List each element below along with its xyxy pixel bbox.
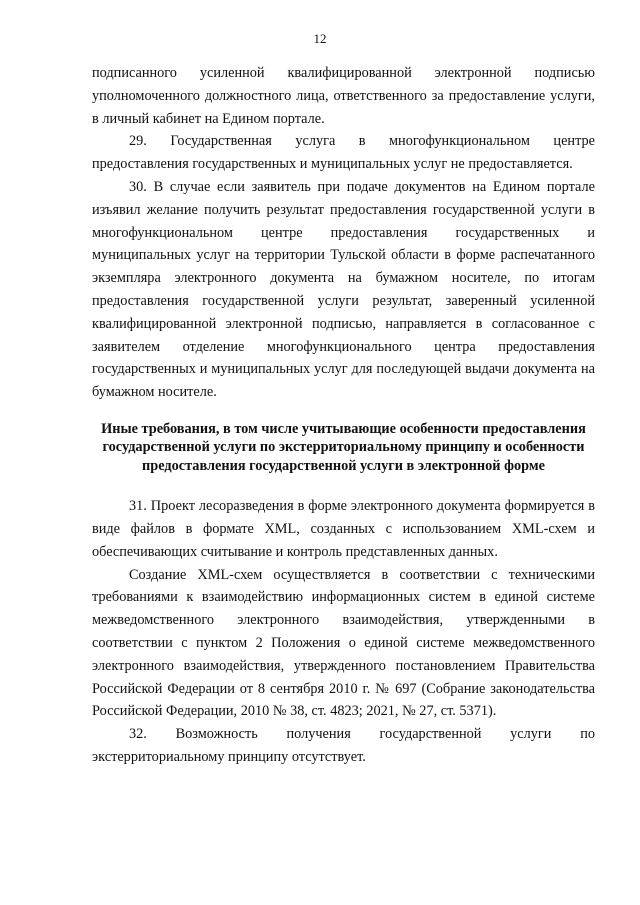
page-number: 12 — [313, 31, 327, 46]
paragraph-30: 30. В случае если заявитель при подаче документов на Едином портале изъявил желание получить результат предоставления государственной услуги в многофункциональном центре предоставления государственных и муниципальных услуг на территории Тульской области в форме распечатанного экземпляра электронного документа на бумажном носителе, по итогам предоставления государственной услуги результат, заверенный усиленной квалифицированной электронной подписью, направляется в согласованное с заявителем отделение многофункционального центра предоставления государственных и муниципальных услуг для последующей выдачи документа на бумажном носителе. — [92, 178, 595, 401]
section-heading: Иные требования, в том числе учитывающие особенности предоставления государственной услуги по экстерриториальному принципу и особенности предоставления государственной услуги в электронной форме — [101, 420, 586, 474]
paragraph-xml-schemas: Создание XML-схем осуществляется в соответствии с техническими требованиями к взаимодействию информационных систем в единой системе межведомственного электронного взаимодействия, утвержденными в соответствии с пунктом 2 Положения о единой системе межведомственного электронного взаимодействия, утвержденного постановлением Правительства Российской Федерации от 8 сентября 2010 г. № 697 (Собрание законодательства Российской Федерации, 2010 № 38, ст. 4823; 2021, № 27, ст. 5371). — [92, 566, 595, 720]
paragraph-32: 32. Возможность получения государственной услуги по экстерриториальному принципу отсутствует. — [92, 726, 595, 765]
paragraph-29: 29. Государственная услуга в многофункциональном центре предоставления государственных и муниципальных услуг не предоставляется. — [92, 133, 595, 173]
document-body — [92, 62, 595, 769]
paragraph-31: 31. Проект лесоразведения в форме электронного документа формируется в виде файлов в формате XML, созданных с использованием XML-схем и обеспечивающих считывание и контроль представленных данных. — [92, 498, 595, 560]
paragraph-continuation: подписанного усиленной квалифицированной электронной подписью уполномоченного должностного лица, ответственного за предоставление услуги, в личный кабинет на Едином портале. — [92, 65, 595, 127]
